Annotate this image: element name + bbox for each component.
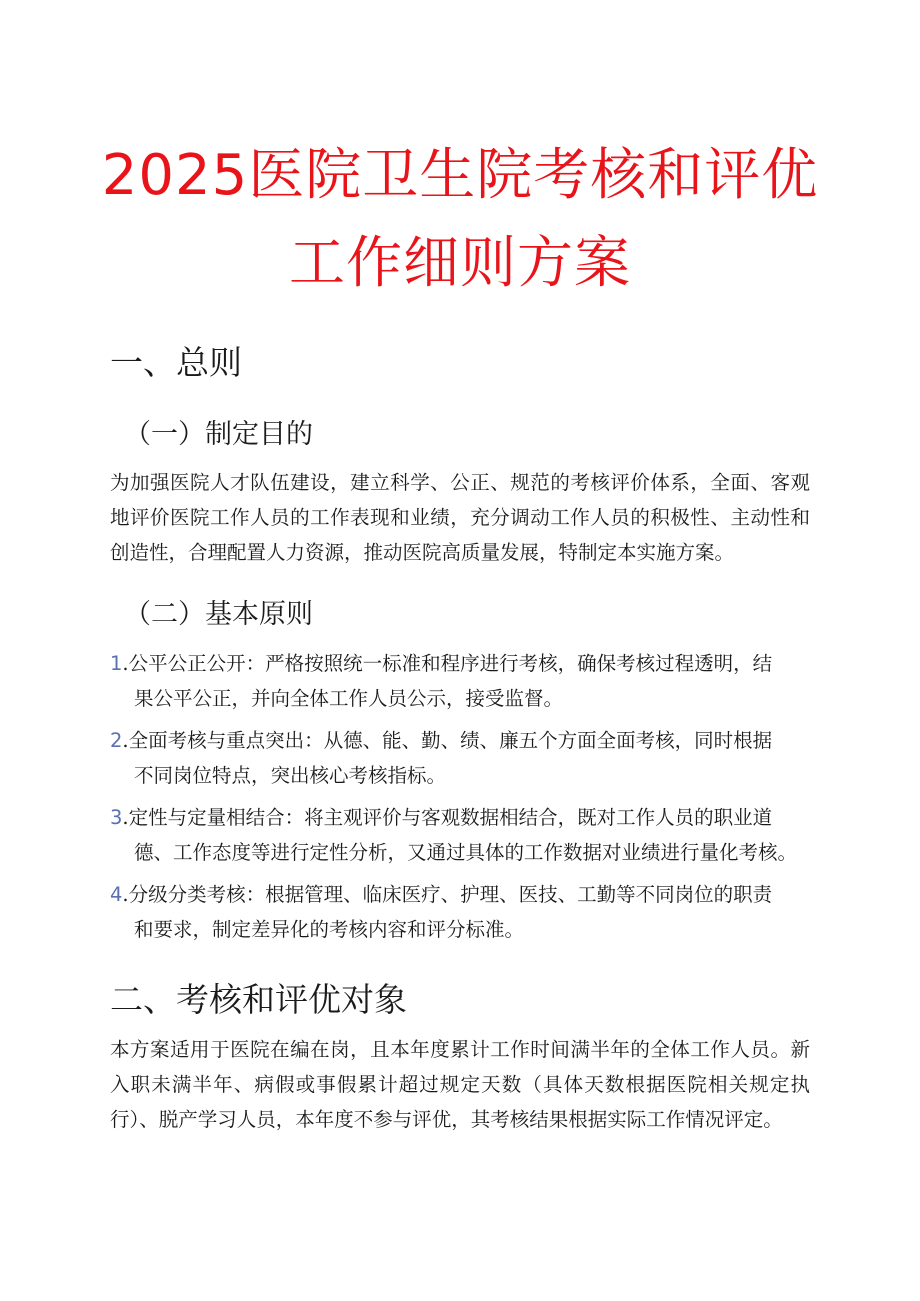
list-item-text-continued: 德、工作态度等进行定性分析，又通过具体的工作数据对业绩进行量化考核。 (134, 841, 798, 864)
document-title-line-1: 2025医院卫生院考核和评优 (101, 143, 819, 208)
list-item-text: .分级分类考核：根据管理、临床医疗、护理、医技、工勤等不同岗位的职责 (122, 883, 773, 906)
principle-list-item (110, 800, 810, 870)
subsection-heading-principles: （二）基本原则 (124, 599, 313, 630)
list-item-text-continued: 和要求，制定差异化的考核内容和评分标准。 (134, 918, 525, 941)
list-number: 3 (110, 806, 123, 829)
list-item-text-continued: 不同岗位特点，突出核心考核指标。 (134, 764, 447, 787)
section-heading-general: 一、总则 (110, 343, 242, 382)
list-item-text: .全面考核与重点突出：从德、能、勤、绩、廉五个方面全面考核，同时根据 (122, 729, 773, 752)
principle-list-item (110, 877, 810, 947)
list-item-text: .公平公正公开：严格按照统一标准和程序进行考核，确保考核过程透明，结 (122, 652, 773, 675)
document-title-line-2: 工作细则方案 (289, 231, 631, 296)
purpose-paragraph: 为加强医院人才队伍建设，建立科学、公正、规范的考核评价体系，全面、客观地评价医院工作人员的工作表现和业绩，充分调动工作人员的积极性、主动性和创造性，合理配置人力资源，推动医院高质量发展，特制定本实施方案。 (110, 471, 810, 564)
principle-list-item (110, 646, 810, 716)
subsection-heading-purpose: （一）制定目的 (124, 419, 313, 450)
list-item-text-continued: 果公平公正，并向全体工作人员公示，接受监督。 (134, 687, 564, 710)
list-number: 4 (110, 883, 123, 906)
principle-list-item (110, 723, 810, 793)
list-number: 2 (110, 729, 123, 752)
list-number: 1 (110, 652, 123, 675)
section-heading-targets: 二、考核和评优对象 (110, 980, 407, 1019)
targets-paragraph: 本方案适用于医院在编在岗，且本年度累计工作时间满半年的全体工作人员。新入职未满半年、病假或事假累计超过规定天数（具体天数根据医院相关规定执行）、脱产学习人员，本年度不参与评优，其考核结果根据实际工作情况评定。 (110, 1038, 810, 1131)
list-item-text: .定性与定量相结合：将主观评价与客观数据相结合，既对工作人员的职业道 (122, 806, 773, 829)
